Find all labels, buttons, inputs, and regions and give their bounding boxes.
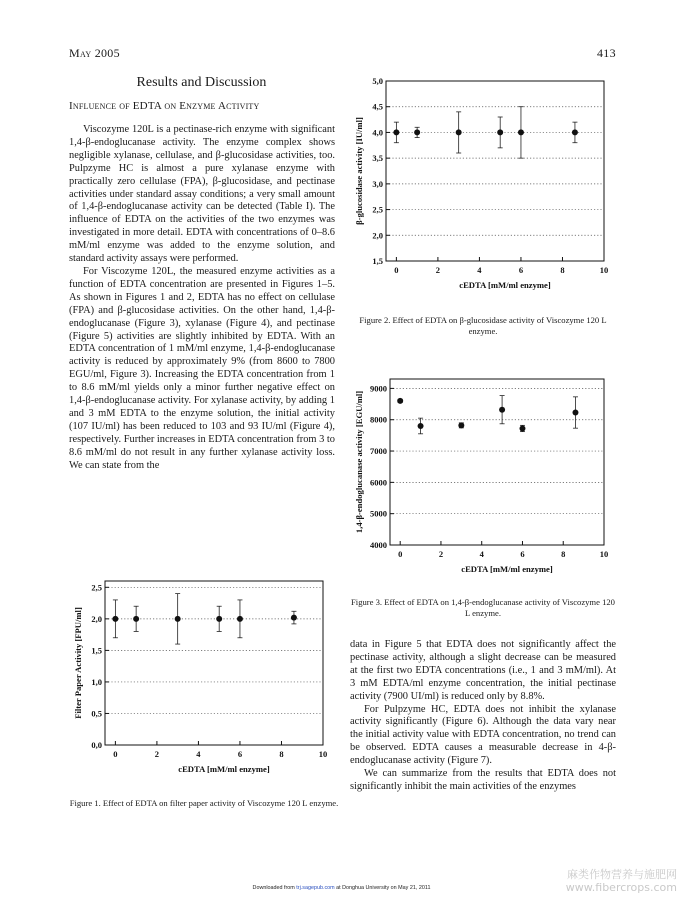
x-tick-label: 6 [520,549,525,559]
x-tick-label: 4 [196,749,201,759]
y-tick-label: 3,0 [372,178,383,189]
y-tick-label: 0,5 [91,708,102,719]
data-point [112,616,118,622]
y-tick-label: 2,0 [372,230,383,241]
data-point [414,129,420,135]
y-axis-label: β-glucosidase activity [IU/ml] [354,117,364,225]
data-point [519,425,525,431]
y-tick-label: 2,5 [372,204,383,215]
figure-1 [69,565,339,780]
data-point [497,129,503,135]
x-tick-label: 2 [438,549,444,559]
y-tick-label: 0,0 [91,740,102,750]
figure-3 [350,365,620,580]
x-tick-label: 10 [318,749,328,759]
watermark-line: www.fibercrops.com [565,881,677,894]
section-subtitle: Influence of EDTA on Enzyme Activity [69,100,260,112]
data-point [393,129,399,135]
figure-3-caption: Figure 3. Effect of EDTA on 1,4-β-endoglucanase activity of Viscozyme 120 L enzyme. [351,597,615,618]
y-tick-label: 1,5 [372,256,383,266]
x-tick-label: 10 [599,265,609,275]
data-point [175,616,181,622]
y-tick-label: 7000 [370,446,387,457]
paragraph: For Pulpzyme HC, EDTA does not inhibit the xylanase activity significantly (Figure 6). Although the data vary near the initial activity value with EDTA concentration, no trend can be observed. EDTA causes a measurable decrease in 4-β-endoglucanase activity (Figure 7). [350,703,616,767]
running-header-date: May 2005 [69,46,120,60]
footer-link[interactable]: trj.sagepub.com [296,885,335,891]
x-tick-label: 0 [394,265,399,275]
x-tick-label: 0 [398,549,403,559]
y-tick-label: 1,0 [91,676,102,687]
figure-2-chart [350,72,620,297]
data-point [572,410,578,416]
plot-frame [386,81,604,261]
figure-1-chart [69,565,339,780]
data-point [291,615,297,621]
y-tick-label: 8000 [370,414,387,425]
section-title: Results and Discussion [136,75,267,90]
data-point [133,616,139,622]
data-point [518,129,524,135]
x-tick-label: 8 [561,549,566,559]
figure-1-caption: Figure 1. Effect of EDTA on filter paper activity of Viscozyme 120 L enzyme. [69,798,339,808]
figure-2-caption: Figure 2. Effect of EDTA on β-glucosidase activity of Viscozyme 120 L enzyme. [359,315,607,336]
y-tick-label: 3,5 [372,153,383,164]
paragraph: We can summarize from the results that EDTA does not significantly inhibit the main activities of the enzymes [350,768,616,792]
y-tick-label: 6000 [370,477,387,488]
x-tick-label: 6 [518,265,524,275]
y-axis-label: Filter Paper Activity [FPU/ml] [73,607,83,719]
x-tick-label: 6 [237,749,243,759]
y-tick-label: 4,5 [372,101,383,112]
figure-2 [350,72,620,297]
data-point [499,407,505,413]
y-axis-label: 1,4-β-endoglucanase activity [EGU/ml] [354,390,364,534]
x-axis-label: cEDTA [mM/ml enzyme] [459,280,551,290]
data-point [572,129,578,135]
page-number: 413 [597,46,616,60]
x-axis-label: cEDTA [mM/ml enzyme] [461,564,553,574]
y-tick-label: 2,5 [91,582,102,593]
y-tick-label: 4,0 [372,127,383,138]
y-tick-label: 5,0 [372,76,383,86]
y-tick-label: 5000 [370,508,387,519]
data-point [418,423,424,429]
x-tick-label: 10 [599,549,609,559]
left-column-text [69,124,335,472]
watermark [566,868,677,894]
x-tick-label: 2 [435,265,441,275]
x-tick-label: 4 [479,549,484,559]
x-tick-label: 8 [560,265,565,275]
data-point [397,398,403,404]
figure-3-chart [350,365,620,580]
x-axis-label: cEDTA [mM/ml enzyme] [178,764,270,774]
data-point [458,422,464,428]
x-tick-label: 4 [477,265,482,275]
x-tick-label: 0 [113,749,118,759]
data-point [456,129,462,135]
paragraph: For Viscozyme 120L, the measured enzyme activities as a function of EDTA concentration are presented in Figures 1–5. As shown in Figures 1 and 2, EDTA has no effect on cellulase (FPA) and β-glucosidase activities. On the other hand, 1,4-β-endoglucanase (Figure 3), xylanase (Figure 4), and pectinase (Figure 5) activities are slightly inhibited by EDTA. With an EDTA concentration of 1 mM/ml enzyme, 1,4-β-endoglucanase activity is reduced by approximately 9% (from 8600 to 7800 EGU/ml, Figure 3). Increasing the EDTA concentration from 1 to 8.6 mM/ml yields only a minor further negative effect on 1,4-β-endoglucanase activity. For xylanase activity, by adding 1 and 3 mM EDTA to the enzyme solution, the initial activity (107 IU/ml) has been reduced to 103 and 93 IU/ml (Figure 4), respectively. Further increases in EDTA concentration from 3 to 8.6 mM/ml do not result in any further xylanase activity loss. We can state from the [69,265,335,471]
watermark-line: 麻类作物营养与施肥网 [567,868,677,881]
footer-prefix: Downloaded from [252,885,297,891]
y-tick-label: 9000 [370,383,387,394]
x-tick-label: 8 [279,749,284,759]
data-point [216,616,222,622]
y-tick-label: 2,0 [91,613,102,624]
footer-suffix: at Donghua University on May 21, 2011 [334,885,431,891]
y-tick-label: 4000 [370,540,387,550]
y-tick-label: 1,5 [91,645,102,656]
plot-frame [105,581,323,745]
paragraph: data in Figure 5 that EDTA does not significantly affect the pectinase activity, although a slight decrease can be measured at the first two EDTA concentrations (i.e., 1 and 3 mM/ml). At 3 mM EDTA/ml enzyme concentration, the initial pectinase activity (7900 UI/ml) is reduced only by 8.8%. [350,639,616,702]
right-column-text [350,639,616,794]
data-point [237,616,243,622]
plot-frame [390,379,604,545]
x-tick-label: 2 [154,749,160,759]
paragraph: Viscozyme 120L is a pectinase-rich enzyme with significant 1,4-β-endoglucanase activity. The enzyme complex shows negligible xylanase, cellulase, and β-glucosidase activities, too. Pulpzyme HC is almost a pure xylanase enzyme with practically zero cellulase (FPA), β-glucosidase, and pectinase activities under standard assay conditions; a very small amount of 1,4-β-endoglucanase activity can be detected (Table I). The influence of EDTA on the activities of the two enzymes was investigated in more detail. EDTA with concentrations of 0–8.6 mM/ml enzyme was added to the enzyme solution, and standard activity assays were performed. [69,124,335,265]
